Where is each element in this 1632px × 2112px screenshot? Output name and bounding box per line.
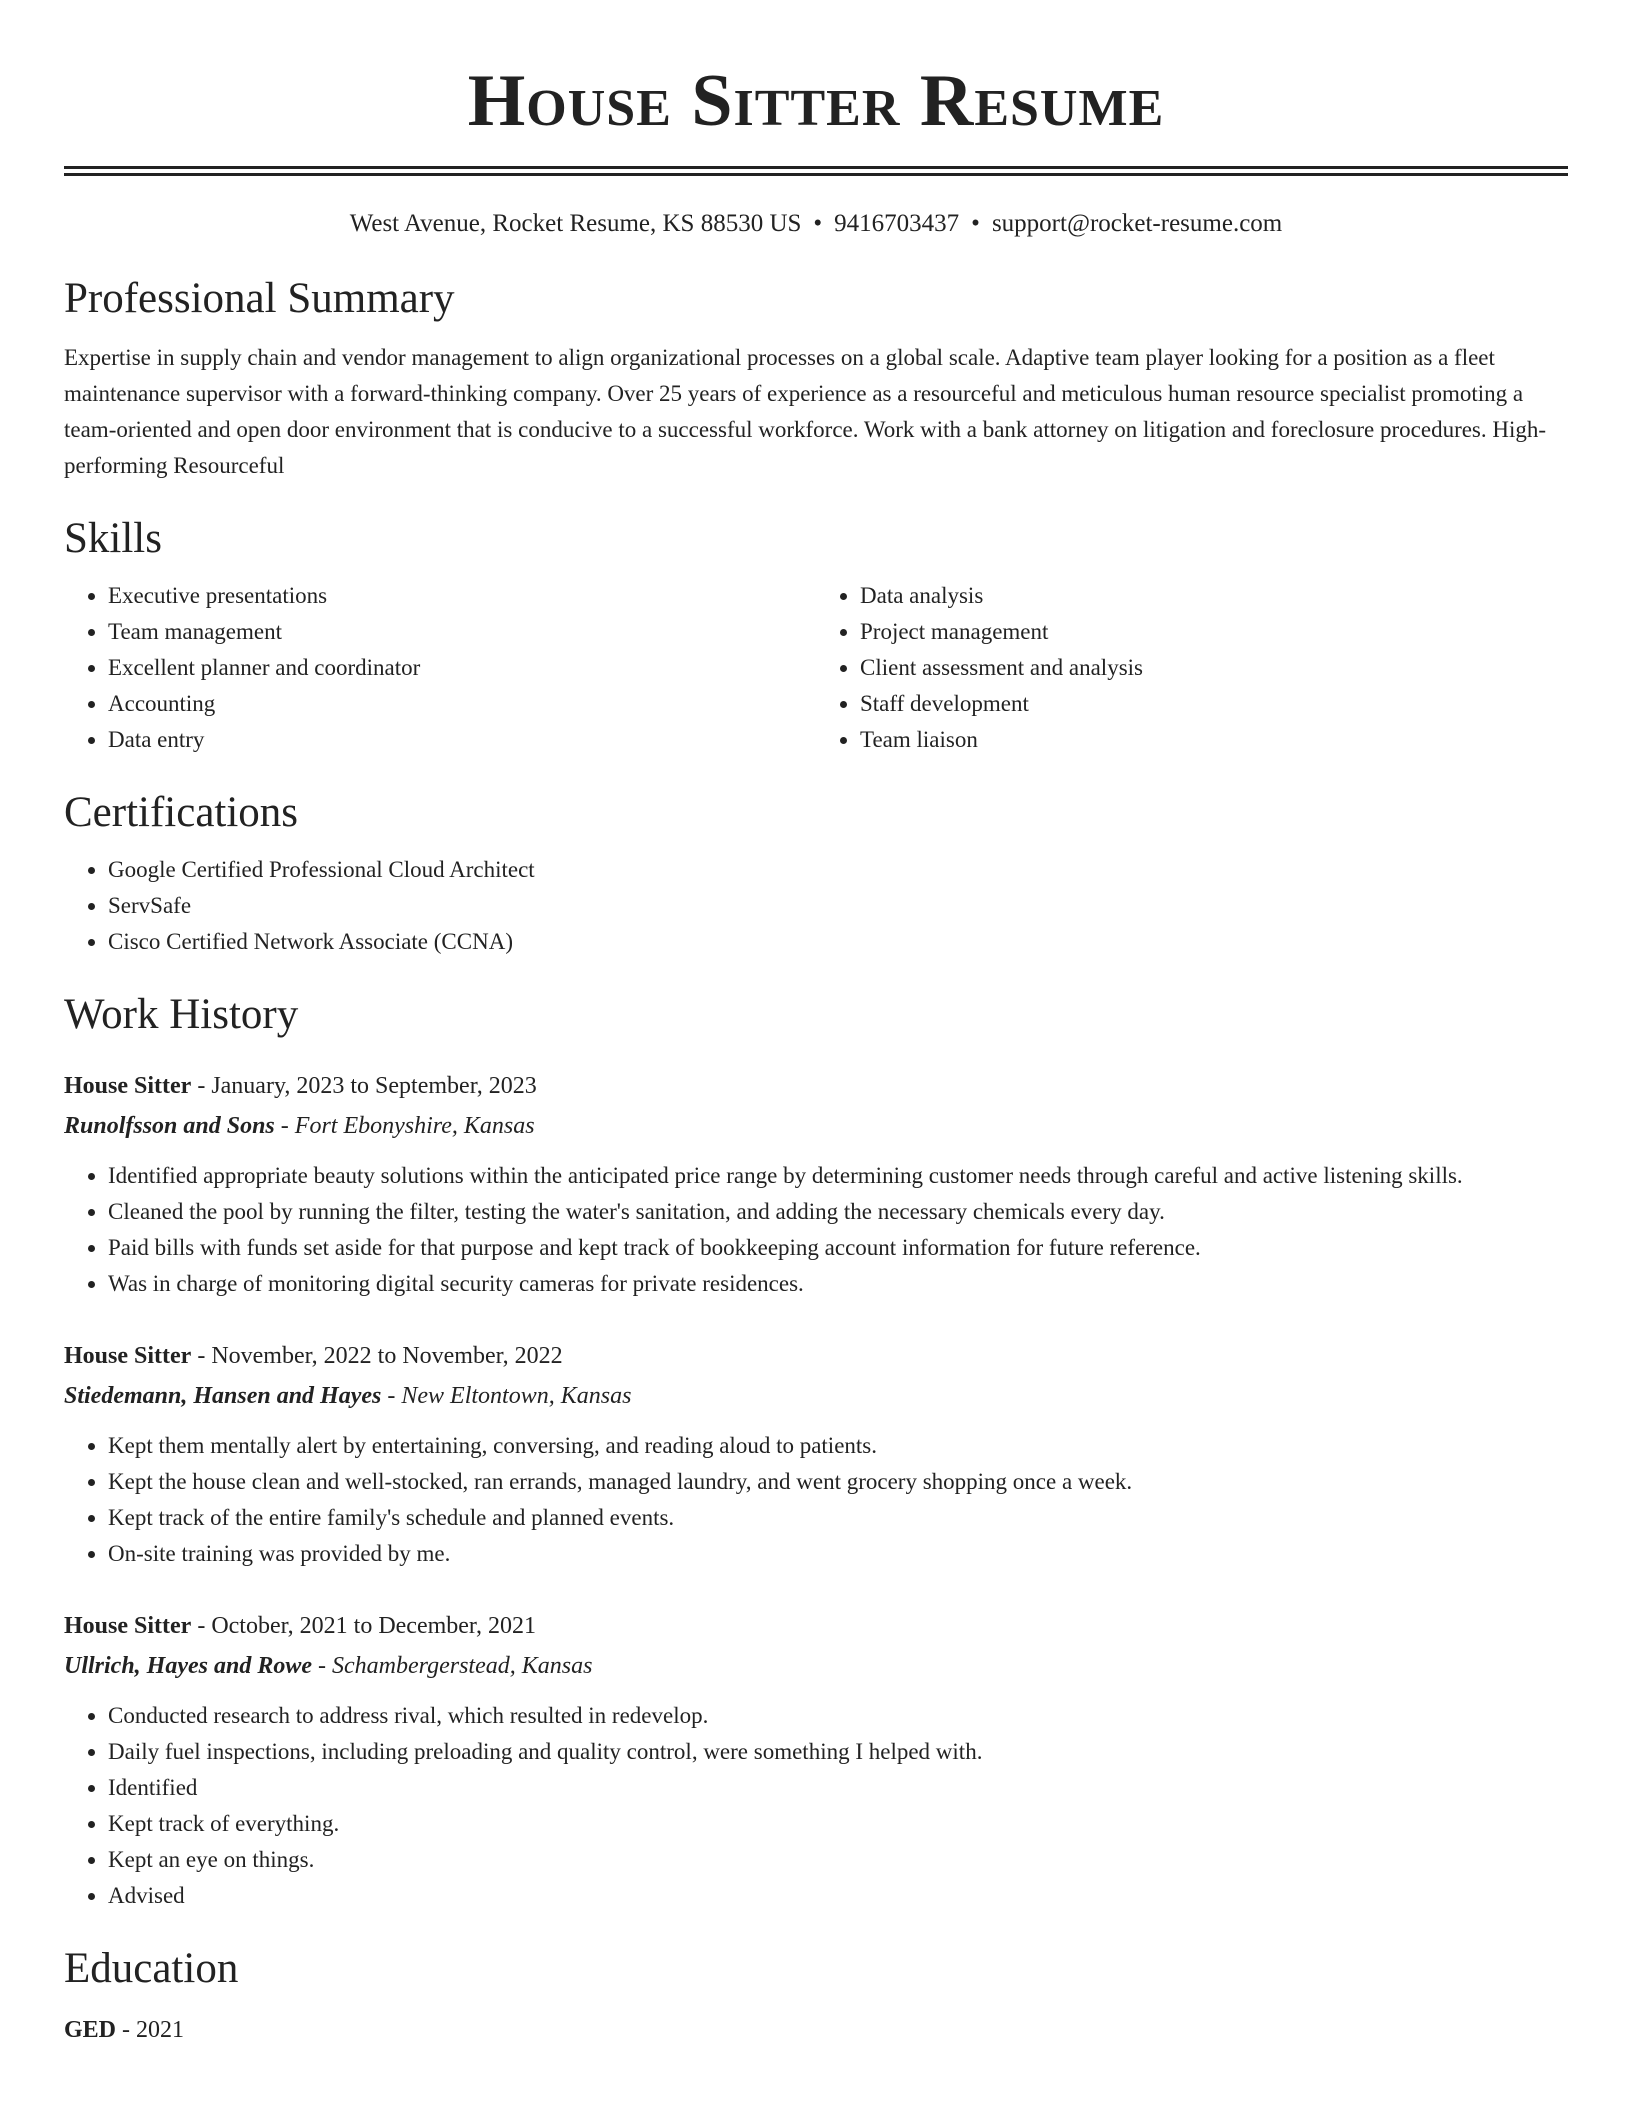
job-dash: - — [274, 1113, 295, 1139]
job-dates: October, 2021 to December, 2021 — [211, 1613, 536, 1639]
job-bullet: • Identified — [108, 1770, 1568, 1806]
job-title-line — [64, 1338, 1568, 1374]
skill-item: • Client assessment and analysis — [860, 650, 1568, 686]
job-bullet: • Conducted research to address rival, which resulted in redevelop. — [108, 1698, 1568, 1734]
job-bullet: • Kept them mentally alert by entertaining, conversing, and reading aloud to patients. — [108, 1428, 1568, 1464]
job-bullet: • Identified appropriate beauty solutions within the anticipated price range by determining customer needs through careful and active listening skills. — [108, 1158, 1568, 1194]
job-location: Fort Ebonyshire, Kansas — [294, 1113, 535, 1139]
skill-item: • Excellent planner and coordinator — [108, 650, 816, 686]
skill-item: • Team liaison — [860, 722, 1568, 758]
skills-list-left — [64, 578, 816, 758]
certification-item: • Google Certified Professional Cloud Architect — [108, 852, 1568, 888]
job-bullet: • Daily fuel inspections, including preloading and quality control, were something I helped with. — [108, 1734, 1568, 1770]
skill-item: • Data entry — [108, 722, 816, 758]
job-entry — [64, 1608, 1568, 1914]
education-year: 2021 — [136, 2017, 185, 2043]
skills-list-right — [816, 578, 1568, 758]
education-degree: GED — [64, 2017, 117, 2043]
job-bullet: • Advised — [108, 1878, 1568, 1914]
certification-item: • Cisco Certified Network Associate (CCNA) — [108, 924, 1568, 960]
job-location: New Eltontown, Kansas — [401, 1383, 632, 1409]
certifications-list — [64, 852, 1568, 960]
job-title: House Sitter — [64, 1613, 192, 1639]
summary-text: Expertise in supply chain and vendor management to align organizational processes on a global scale. Adaptive team player looking for a position as a fleet maintenance supervisor with a forward-thinking company. Over 25 years of experience as a resourceful and meticulous human resource specialist promoting a team-oriented and open door environment that is conducive to a successful workforce. Work with a bank attorney on litigation and foreclosure procedures. High-performing Resourceful — [64, 345, 1547, 478]
job-title: House Sitter — [64, 1073, 192, 1099]
job-company: Stiedemann, Hansen and Hayes — [64, 1383, 382, 1409]
job-dates: November, 2022 to November, 2022 — [211, 1343, 563, 1369]
job-company: Ullrich, Hayes and Rowe — [64, 1653, 313, 1679]
contact-line — [64, 208, 1568, 240]
job-title-line — [64, 1068, 1568, 1104]
skill-item: • Executive presentations — [108, 578, 816, 614]
job-entry — [64, 1068, 1568, 1302]
job-title-line — [64, 1608, 1568, 1644]
contact-email: support@rocket-resume.com — [991, 210, 1283, 237]
skill-item: • Data analysis — [860, 578, 1568, 614]
job-dates: January, 2023 to September, 2023 — [211, 1073, 537, 1099]
job-bullet: • Kept track of the entire family's schedule and planned events. — [108, 1500, 1568, 1536]
job-location: Schambergerstead, Kansas — [332, 1653, 593, 1679]
section-heading-summary: Professional Summary — [64, 275, 455, 322]
job-company-line — [64, 1108, 1568, 1144]
contact-separator: • — [813, 210, 823, 237]
job-bullet: • Kept track of everything. — [108, 1806, 1568, 1842]
section-heading-certifications: Certifications — [64, 789, 299, 836]
education-dash: - — [116, 2017, 137, 2043]
job-dash: - — [381, 1383, 402, 1409]
education-entry — [64, 2012, 1568, 2048]
job-bullet: • Paid bills with funds set aside for that purpose and kept track of bookkeeping account information for future reference. — [108, 1230, 1568, 1266]
resume-title: House Sitter Resume — [467, 60, 1165, 142]
skill-item: • Project management — [860, 614, 1568, 650]
job-dash: - — [312, 1653, 333, 1679]
contact-phone: 9416703437 — [834, 210, 960, 237]
job-bullets — [64, 1428, 1568, 1572]
job-dash: - — [191, 1073, 212, 1099]
title-divider — [64, 166, 1568, 176]
contact-separator: • — [971, 210, 980, 237]
job-bullet: • Kept the house clean and well-stocked, ran errands, managed laundry, and went grocery shopping once a week. — [108, 1464, 1568, 1500]
job-company-line — [64, 1378, 1568, 1414]
contact-address: West Avenue, Rocket Resume, KS 88530 US — [349, 210, 802, 237]
job-bullet: • On-site training was provided by me. — [108, 1536, 1568, 1572]
job-company: Runolfsson and Sons — [64, 1113, 275, 1139]
skill-item: • Team management — [108, 614, 816, 650]
skill-item: • Accounting — [108, 686, 816, 722]
job-bullets — [64, 1698, 1568, 1914]
section-heading-skills: Skills — [64, 515, 162, 562]
job-dash: - — [191, 1343, 212, 1369]
job-entry — [64, 1338, 1568, 1572]
section-heading-education: Education — [64, 1945, 239, 1992]
job-title: House Sitter — [64, 1343, 192, 1369]
job-dash: - — [191, 1613, 212, 1639]
job-bullet: • Was in charge of monitoring digital security cameras for private residences. — [108, 1266, 1568, 1302]
certification-item: • ServSafe — [108, 888, 1568, 924]
job-bullet: • Kept an eye on things. — [108, 1842, 1568, 1878]
job-company-line — [64, 1648, 1568, 1684]
section-heading-work-history: Work History — [64, 991, 299, 1038]
skill-item: • Staff development — [860, 686, 1568, 722]
skills-grid — [64, 578, 1568, 758]
job-bullet: • Cleaned the pool by running the filter, testing the water's sanitation, and adding the necessary chemicals every day. — [108, 1194, 1568, 1230]
job-bullets — [64, 1158, 1568, 1302]
